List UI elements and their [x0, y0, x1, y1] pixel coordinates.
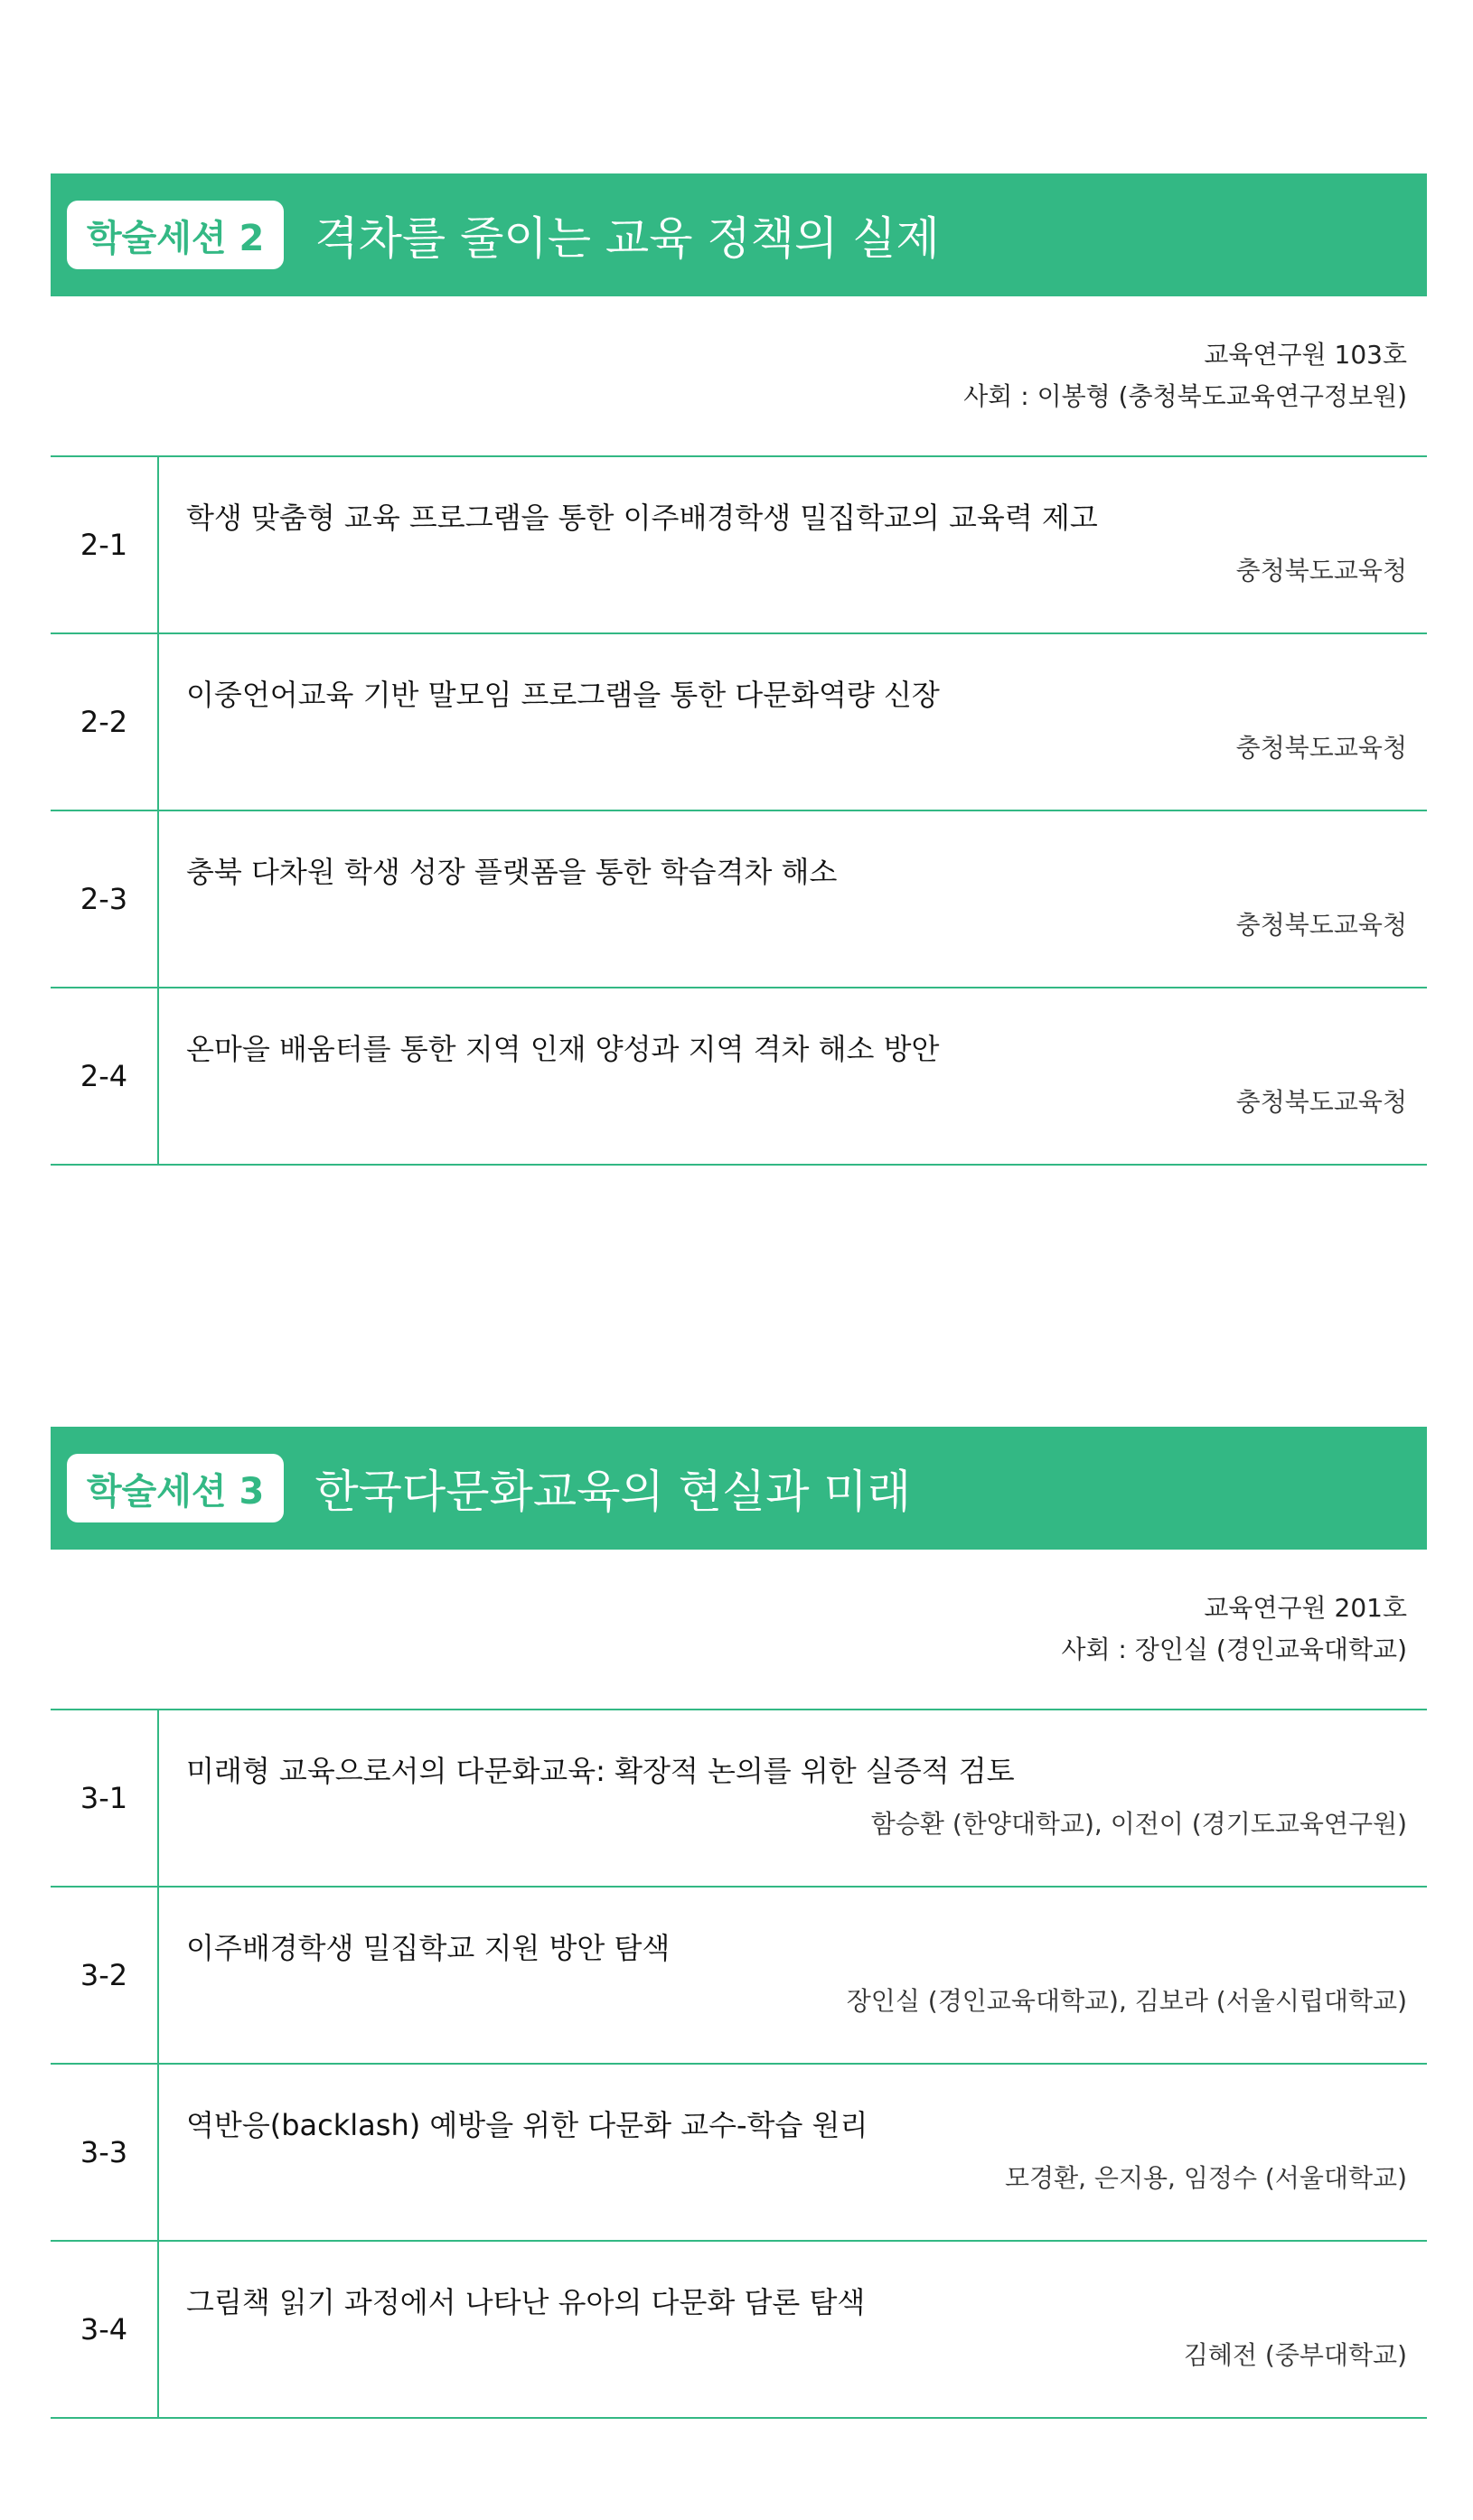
presentation-title: 학생 맞춤형 교육 프로그램을 통한 이주배경학생 밀집학교의 교육력 제고: [186, 501, 1098, 535]
presentation-title: 이주배경학생 밀집학교 지원 방안 탐색: [186, 1931, 671, 1965]
session-title: 한국다문화교육의 현실과 미래: [314, 1466, 912, 1518]
presentation-content: [159, 988, 1427, 1164]
presentation-row: [51, 988, 1427, 1166]
session-moderator: 사회 : 장인실 (경인교육대학교): [1061, 1635, 1407, 1664]
session-badge: 학술세션 3: [67, 1454, 284, 1522]
presentation-presenter: 함승환 (한양대학교), 이전이 (경기도교육연구원): [870, 1809, 1407, 1839]
presentation-content: [159, 811, 1427, 987]
presentation-row: [51, 2065, 1427, 2242]
presentation-row: [51, 1710, 1427, 1888]
presentation-title: 온마을 배움터를 통한 지역 인재 양성과 지역 격차 해소 방안: [186, 1032, 940, 1066]
session-banner: [51, 1427, 1427, 1550]
session-banner: [51, 173, 1427, 296]
presentation-number: 2-3: [51, 811, 159, 987]
presentation-content: [159, 2065, 1427, 2240]
presentation-row: [51, 811, 1427, 988]
presentation-list: [51, 1709, 1427, 2419]
presentation-title: 이중언어교육 기반 말모임 프로그램을 통한 다문화역량 신장: [186, 678, 940, 712]
presentation-presenter: 충청북도교육청: [1235, 910, 1407, 940]
presentation-presenter: 모경환, 은지용, 임정수 (서울대학교): [1004, 2163, 1407, 2193]
presentation-presenter: 장인실 (경인교육대학교), 김보라 (서울시립대학교): [846, 1986, 1407, 2016]
session-room: 교육연구원 201호: [1204, 1593, 1407, 1623]
presentation-number: 3-1: [51, 1710, 159, 1886]
presentation-number: 3-4: [51, 2242, 159, 2417]
presentation-title: 그림책 읽기 과정에서 나타난 유아의 다문화 담론 탐색: [186, 2285, 866, 2319]
presentation-content: [159, 1710, 1427, 1886]
presentation-row: [51, 457, 1427, 634]
presentation-number: 3-2: [51, 1888, 159, 2063]
session-meta: [51, 334, 1427, 417]
presentation-row: [51, 634, 1427, 811]
presentation-presenter: 김혜전 (중부대학교): [1183, 2340, 1407, 2370]
presentation-number: 2-1: [51, 457, 159, 632]
presentation-row: [51, 1888, 1427, 2065]
presentation-number: 3-3: [51, 2065, 159, 2240]
session-2: [51, 173, 1427, 1166]
presentation-list: [51, 455, 1427, 1166]
session-room: 교육연구원 103호: [1204, 340, 1407, 370]
presentation-content: [159, 634, 1427, 810]
presentation-row: [51, 2242, 1427, 2419]
presentation-title: 미래형 교육으로서의 다문화교육: 확장적 논의를 위한 실증적 검토: [186, 1754, 1015, 1788]
presentation-number: 2-4: [51, 988, 159, 1164]
presentation-content: [159, 457, 1427, 632]
presentation-title: 충북 다차원 학생 성장 플랫폼을 통한 학습격차 해소: [186, 855, 838, 889]
presentation-number: 2-2: [51, 634, 159, 810]
presentation-content: [159, 2242, 1427, 2417]
presentation-presenter: 충청북도교육청: [1235, 556, 1407, 586]
presentation-presenter: 충청북도교육청: [1235, 733, 1407, 763]
session-badge: 학술세션 2: [67, 201, 284, 269]
presentation-content: [159, 1888, 1427, 2063]
session-meta: [51, 1588, 1427, 1671]
session-moderator: 사회 : 이봉형 (충청북도교육연구정보원): [963, 381, 1407, 411]
presentation-presenter: 충청북도교육청: [1235, 1087, 1407, 1117]
session-3: [51, 1427, 1427, 2419]
session-title: 격차를 줄이는 교육 정책의 실제: [314, 212, 940, 265]
presentation-title: 역반응(backlash) 예방을 위한 다문화 교수-학습 원리: [186, 2108, 868, 2142]
